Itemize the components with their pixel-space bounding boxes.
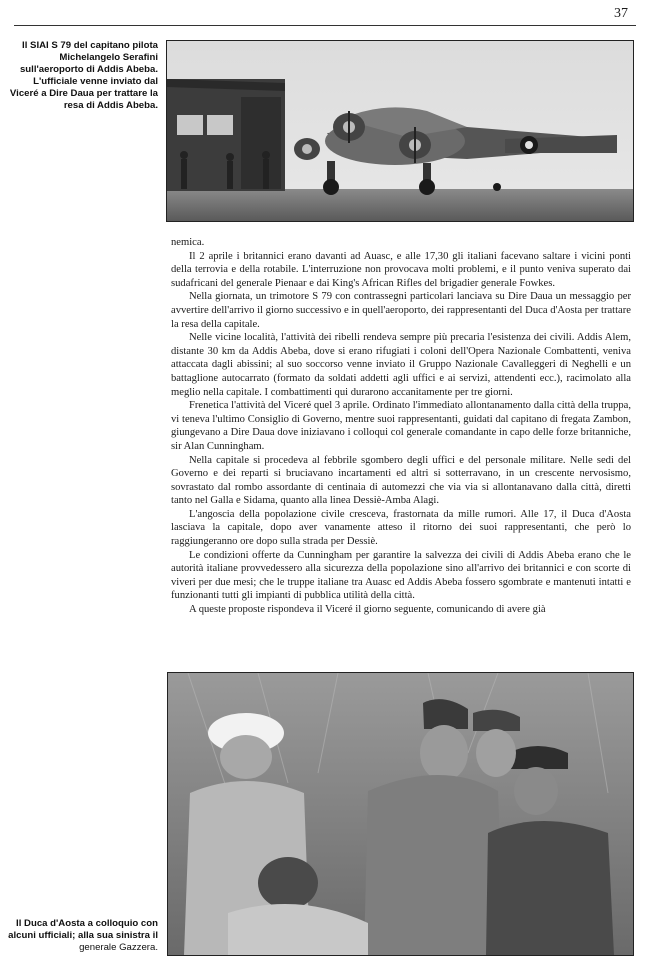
bottom-caption-last-line: generale Gazzera. <box>79 942 158 953</box>
top-rule <box>14 25 636 26</box>
paragraph: Nella capitale si procedeva al febbrile sgombero degli uffici e del personale militare. Nelle sedi del Governo e dei reparti si bruciavano incartamenti ed altri si sotterravano, in un crescente nervosismo, sovrastato dal rombo assordante di centinaia di automezzi che via via si allontanavano dalla città, diretti tanto nel Galla e Sidama, quanto alla linea Dessiè-Amba Alagi. <box>171 454 631 507</box>
paragraph: Frenetica l'attività del Viceré quel 3 aprile. Ordinato l'immediato allontanamento dalla città della truppa, vi teneva l'ultimo Consiglio di Governo, mentre suoi rappresentanti, guidati dal capitano di fregata Zambon, giungevano a Dire Daua dove iniziavano i colloqui col generale comandante in capo delle forze britanniche, sir Alan Cunningham. <box>171 400 631 452</box>
bottom-caption-text: Il Duca d'Aosta a colloquio con alcuni ufficiali; alla sua sinistra il <box>8 918 158 941</box>
page-number: 37 <box>614 6 628 21</box>
paragraph: A queste proposte rispondeva il Viceré il giorno seguente, comunicando di avere già <box>189 604 546 616</box>
paragraph: Le condizioni offerte da Cunningham per garantire la salvezza dei civili di Addis Abeba erano che le autorità italiane provvedessero alla sicurezza della popolazione sino all'arrivo dei britannici e con scorte di viveri per due mesi; che le truppe italiane tra Auasc ed Addis Abeba fossero sgombrate e mantenuti intatti e funzionanti tutti gli impianti di pubblica utilità della città. <box>171 549 631 602</box>
paragraph: nemica. <box>171 237 205 248</box>
aircraft-photo <box>166 40 634 222</box>
paragraph: Il 2 aprile i britannici erano davanti ad Auasc, e alle 17,30 gli italiani facevano saltare i vicini ponti della terrovia e della rotabile. L'interruzione non provocava molti problemi, e il punto veniva superato dai sudafricani del generale Pienaar e dai King's African Rifles del brigadier generale Fowkes. <box>171 250 631 289</box>
article-body <box>171 236 631 617</box>
paragraph: Nella giornata, un trimotore S 79 con contrassegni particolari lanciava su Dire Daua un messaggio per avvertire dell'arrivo il giorno successivo e in quell'aeroporto, dei rappresentanti del Duca d'Aosta per trattare la resa della capitale. <box>171 291 631 330</box>
officers-photo <box>167 672 634 956</box>
top-photo-caption: Il SIAI S 79 del capitano pilota Michelangelo Serafini sull'aeroporto di Addis Abeba. L'ufficiale venne inviato dal Viceré a Dire Daua per trattare la resa di Addis Abeba. <box>9 40 158 111</box>
bottom-photo-caption <box>6 918 158 954</box>
paragraph: Nelle vicine località, l'attività dei ribelli rendeva sempre più precaria l'esistenza dei civili. Addis Alem, distante 30 km da Addis Abeba, dove si erano rifugiati i coloni dell'Opera Nazionale Combattenti, veniva attaccata dagli abissini; al suo soccorso venne inviato il Gruppo Nazionale Cavalleggeri di Neghelli e un battaglione autocarrato (formato da soldati addetti agli uffici e ai servizi, attendenti ecc.), racimolato alla meglio nella capitale. I combattimenti qui durarono accanitamente per tre giorni. <box>171 332 631 398</box>
paragraph: L'angoscia della popolazione civile cresceva, frastornata da mille rumori. Alle 17, il Duca d'Aosta lasciava la capitale, dopo aver vanamente atteso il ritorno dei suoi rappresentanti, che però lo raggiungeranno ore dopo sulla strada per Dessiè. <box>171 508 631 548</box>
